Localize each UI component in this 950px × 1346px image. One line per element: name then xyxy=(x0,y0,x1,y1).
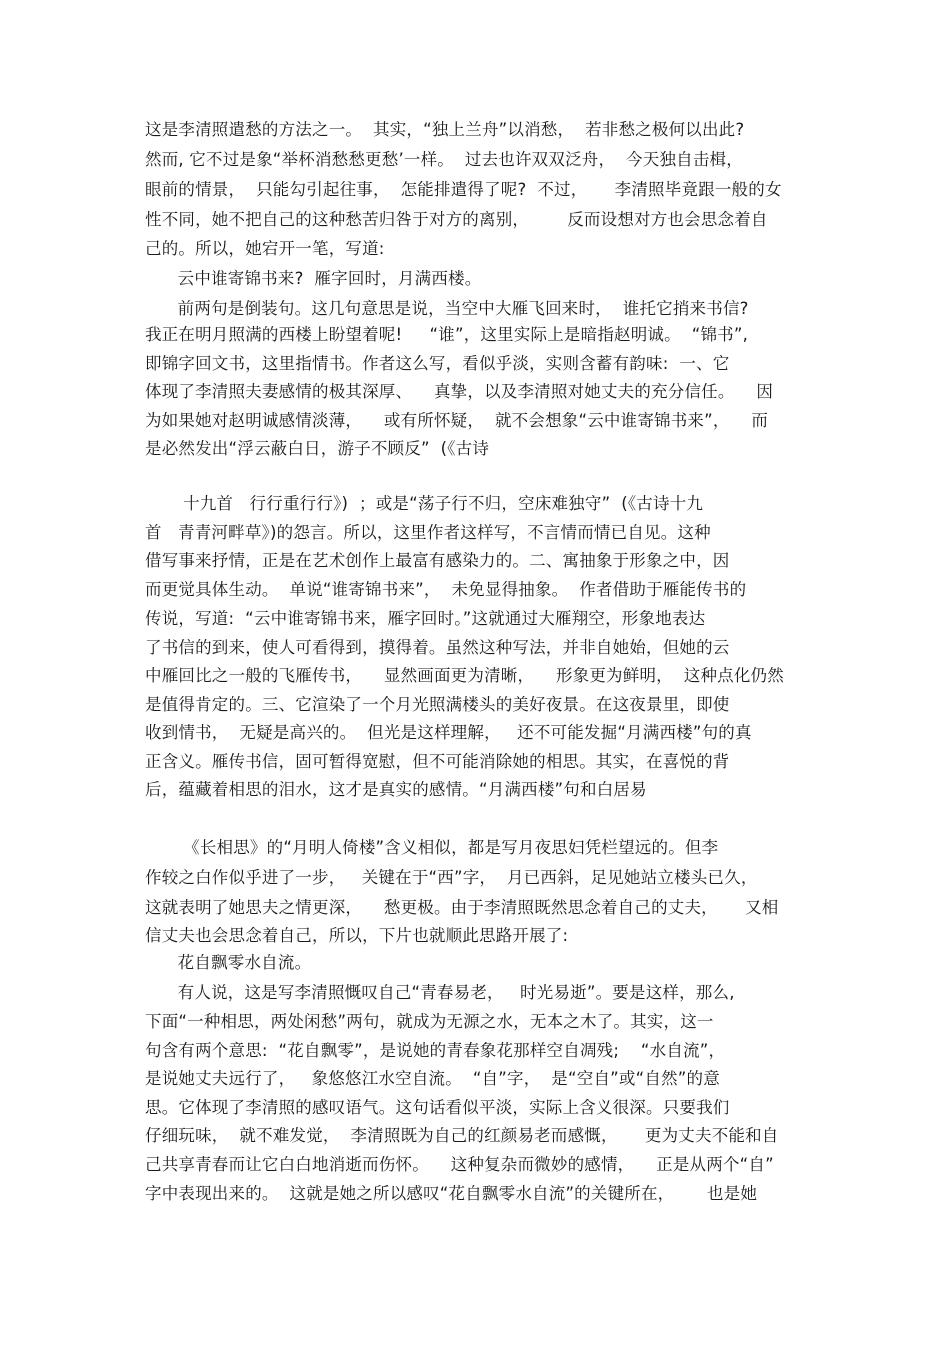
text-line: 前两句是倒装句。这几句意思是说，当空中大雁飞回来时， 谁托它捎来书信? xyxy=(145,299,749,318)
text-line: 信丈夫也会思念着自己，所以，下片也就顺此思路开展了: xyxy=(145,926,569,945)
text-line: 句含有两个意思: “花自飘零”，是说她的青春象花那样空自凋残; “水自流”， xyxy=(145,1041,726,1060)
text-line: 是必然发出“浮云蔽白日，游子不顾反” (《古诗 xyxy=(145,439,490,458)
text-line: 《长相思》的“月明人倚楼”含义相似，都是写月夜思妇凭栏望远的。但李 xyxy=(145,838,719,857)
text-line: 这是李清照遣愁的方法之一。 其实，“独上兰舟”以消愁， 若非愁之极何以出此? xyxy=(145,120,745,139)
text-line: 己的。所以，她宕开一笔，写道: xyxy=(145,239,385,258)
text-line: 我正在明月照满的西楼上盼望着呢! “谁”，这里实际上是暗指赵明诚。 “锦书”, xyxy=(145,325,749,344)
text-line: 借写事来抒情，正是在艺术创作上最富有感染力的。二、寓抽象于形象之中，因 xyxy=(145,551,730,570)
text-line: 后，蕴藏着相思的泪水，这才是真实的感情。“月满西楼”句和白居易 xyxy=(145,780,647,799)
text-line: 体现了李清照夫妻感情的极其深厚、 真挚，以及李清照对她丈夫的充分信任。 因 xyxy=(145,382,774,401)
text-line: 是说她丈夫远行了， 象悠悠江水空自流。 “自”字， 是“空自”或“自然”的意 xyxy=(145,1069,720,1088)
text-line: 花自飘零水自流。 xyxy=(145,953,312,972)
text-line: 传说，写道: “云中谁寄锦书来，雁字回时。”这就通过大雁翔空，形象地表达 xyxy=(145,609,706,628)
text-line: 下面“一种相思，两处闲愁”两句，就成为无源之水，无本之木了。其实，这一 xyxy=(145,1012,714,1031)
text-line: 仔细玩味， 就不难发觉， 李清照既为自己的红颜易老而感慨， 更为丈夫不能和自 xyxy=(145,1126,779,1145)
text-line: 然而, 它不过是象“举杯消愁愁更愁’一样。 过去也许双双泛舟， 今天独自击楫， xyxy=(145,150,743,169)
text-line: 字中表现出来的。 这就是她之所以感叹“花自飘零水自流”的关键所在， 也是她 xyxy=(145,1184,758,1203)
text-line: 思。它体现了李清照的感叹语气。这句话看似平淡，实际上含义很深。只要我们 xyxy=(145,1098,730,1117)
text-line: 收到情书， 无疑是高兴的。 但光是这样理解， 还不可能发掘“月满西楼”句的真 xyxy=(145,723,752,742)
text-line: 首 青青河畔草》)的怨言。所以，这里作者这样写，不言情而情已自见。这种 xyxy=(145,523,711,542)
text-line: 作较之白作似乎进了一步， 关键在于“西”字， 月已西斜，足见她站立楼头已久， xyxy=(145,868,758,887)
text-line: 十九首 行行重行行》) ；或是“荡子行不归，空床难独守” (《古诗十九 xyxy=(145,494,704,513)
text-line: 有人说，这是写李清照慨叹自己“青春易老， 时光易逝”。要是这样，那么, xyxy=(145,983,735,1002)
text-line: 是值得肯定的。三、它渲染了一个月光照满楼头的美好夜景。在这夜景里，即使 xyxy=(145,695,730,714)
text-line: 为如果她对赵明诚感情淡薄， 或有所怀疑， 就不会想象“云中谁寄锦书来”， 而 xyxy=(145,411,769,430)
text-line: 中雁回比之一般的飞雁传书， 显然画面更为清晰， 形象更为鲜明， 这种点化仍然 xyxy=(145,666,784,685)
text-line: 云中谁寄锦书来? 雁字回时，月满西楼。 xyxy=(145,269,482,288)
text-line: 这就表明了她思夫之情更深， 愁更极。由于李清照既然思念着自己的丈夫， 又相 xyxy=(145,898,779,917)
text-line: 即锦字回文书，这里指情书。作者这么写，看似乎淡，实则含蓄有韵味: 一、它 xyxy=(145,354,730,373)
text-line: 己共享青春而让它白白地消逝而伤怀。 这种复杂而微妙的感情， 正是从两个“自” xyxy=(145,1155,774,1174)
text-line: 眼前的情景， 只能勾引起往事， 怎能排遣得了呢? 不过， 李清照毕竟跟一般的女 xyxy=(145,180,782,199)
text-line: 了书信的到来，使人可看得到，摸得着。虽然这种写法，并非自她始，但她的云 xyxy=(145,638,730,657)
text-line: 性不同，她不把自己的这种愁苦归咎于对方的离别， 反而设想对方也会思念着自 xyxy=(145,210,768,229)
text-line: 正含义。雁传书信，固可暂得宽慰，但不可能消除她的相思。其实，在喜悦的背 xyxy=(145,752,730,771)
text-line: 而更觉具体生动。 单说“谁寄锦书来”， 未免显得抽象。 作者借助于雁能传书的 xyxy=(145,580,747,599)
